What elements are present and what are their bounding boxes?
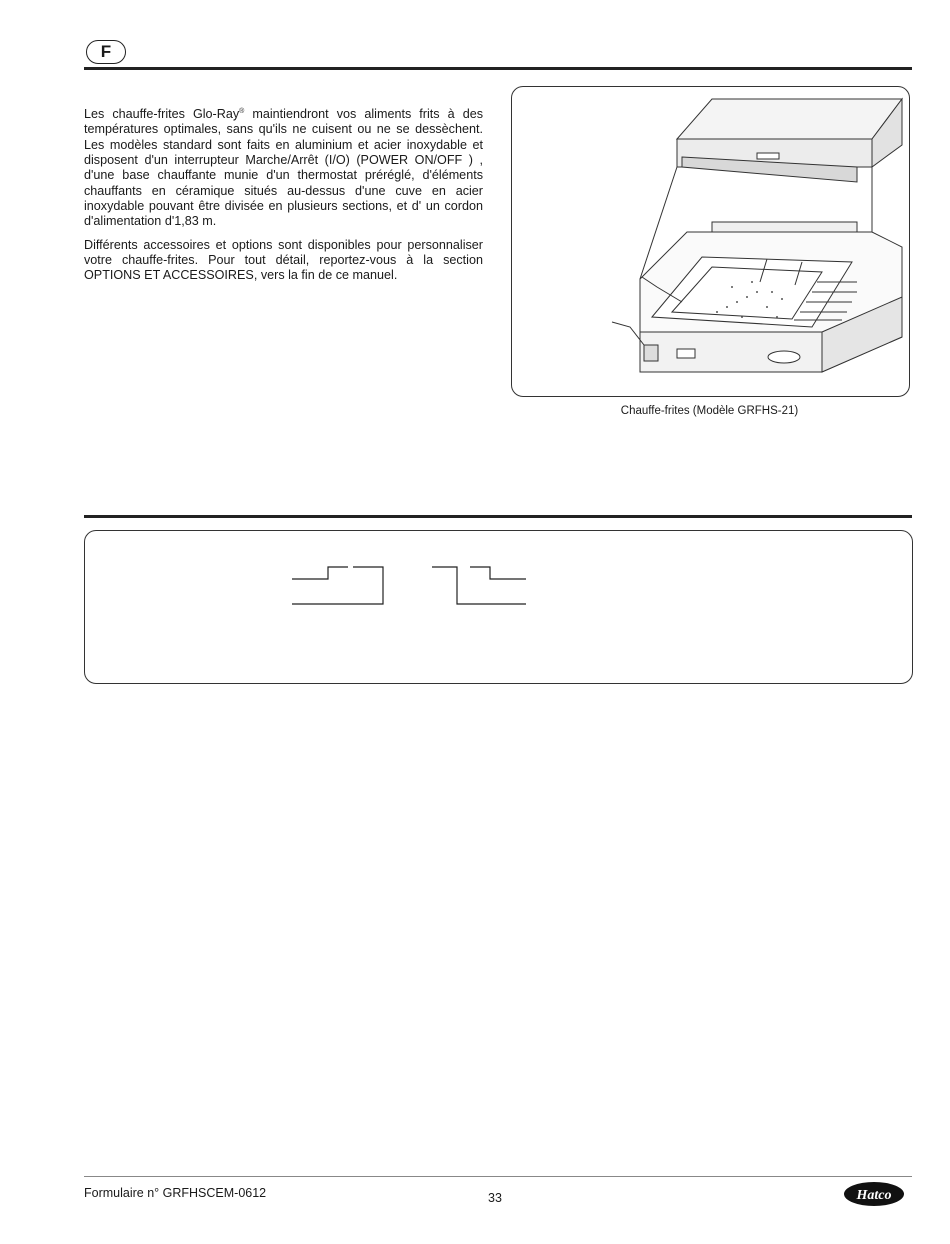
header-rule <box>84 67 912 70</box>
model-designation-box <box>84 530 913 684</box>
hatco-logo <box>842 1180 906 1213</box>
section-rule <box>84 515 912 518</box>
figure-caption: Chauffe-frites (Modèle GRFHS-21) <box>620 405 799 417</box>
form-number: Formulaire n° GRFHSCEM-0612 <box>84 1186 267 1200</box>
language-badge: F <box>86 40 126 64</box>
intro-paragraph-2: Différents accessoires et options sont disponibles pour personnaliser votre chauffe-frites. Pour tout détail, reportez-vous à la section OPTIONS ET ACCESSOIRES, vers la fin de ce manuel. <box>84 237 483 283</box>
product-illustration-frame <box>511 86 910 397</box>
intro-text <box>84 104 483 291</box>
model-designation-diagram <box>85 531 912 683</box>
footer-rule <box>84 1176 912 1177</box>
svg-text:Hatco: Hatco <box>856 1188 892 1203</box>
page-number: 33 <box>488 1191 502 1205</box>
intro-paragraph-1: Les chauffe-frites Glo-Ray® maintiendront vos aliments frits à des températures optimales, sans qu'ils ne cuisent ou ne se dessèchent. Les modèles standard sont faits en aluminium et acier inoxydable et disposent d'un interrupteur Marche/Arrêt (I/O) (POWER ON/OFF ) , d'une base chauffante munie d'un thermostat préréglé, d'éléments chauffants en céramique situés au-dessus d'une cuve en acier inoxydable pouvant être divisée en plusieurs sections, et d' un cordon d'alimentation d'1,83 m. <box>84 107 483 229</box>
fry-station-illustration <box>512 87 909 396</box>
